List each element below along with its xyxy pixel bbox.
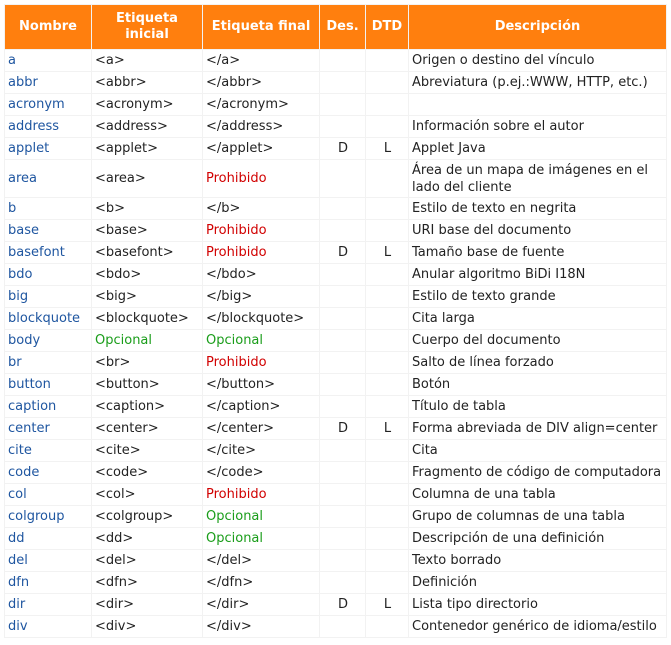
- dtd-cell: [366, 506, 408, 527]
- element-name-link[interactable]: body: [5, 330, 91, 351]
- element-name-link[interactable]: address: [5, 116, 91, 137]
- end-tag-cell: </div>: [203, 616, 319, 637]
- deprecated-cell: [320, 550, 365, 571]
- dtd-cell: [366, 440, 408, 461]
- dtd-cell: [366, 550, 408, 571]
- end-tag-cell: </caption>: [203, 396, 319, 417]
- start-tag-cell: <caption>: [92, 396, 202, 417]
- description-cell: Lista tipo directorio: [409, 594, 666, 615]
- start-tag-cell: <applet>: [92, 138, 202, 159]
- table-row: [5, 374, 666, 395]
- deprecated-cell: [320, 396, 365, 417]
- html-elements-table: [4, 4, 667, 638]
- table-header-row: [5, 5, 666, 49]
- element-name-link[interactable]: bdo: [5, 264, 91, 285]
- dtd-cell: L: [366, 418, 408, 439]
- description-cell: Descripción de una definición: [409, 528, 666, 549]
- start-tag-cell: <center>: [92, 418, 202, 439]
- dtd-cell: [366, 94, 408, 115]
- dtd-cell: [366, 462, 408, 483]
- deprecated-cell: [320, 462, 365, 483]
- element-name-link[interactable]: acronym: [5, 94, 91, 115]
- dtd-cell: [366, 50, 408, 71]
- end-tag-cell: </applet>: [203, 138, 319, 159]
- element-name-link[interactable]: dd: [5, 528, 91, 549]
- table-row: [5, 50, 666, 71]
- deprecated-cell: D: [320, 138, 365, 159]
- start-tag-cell: <b>: [92, 198, 202, 219]
- dtd-cell: [366, 198, 408, 219]
- element-name-link[interactable]: area: [5, 160, 91, 197]
- description-cell: Forma abreviada de DIV align=center: [409, 418, 666, 439]
- dtd-cell: L: [366, 242, 408, 263]
- description-cell: URI base del documento: [409, 220, 666, 241]
- description-cell: Contenedor genérico de idioma/estilo: [409, 616, 666, 637]
- element-name-link[interactable]: del: [5, 550, 91, 571]
- header-description: Descripción: [409, 5, 666, 49]
- element-name-link[interactable]: col: [5, 484, 91, 505]
- table-row: [5, 308, 666, 329]
- description-cell: Cita: [409, 440, 666, 461]
- description-cell: [409, 94, 666, 115]
- table-row: [5, 550, 666, 571]
- table-row: [5, 286, 666, 307]
- description-cell: Anular algoritmo BiDi I18N: [409, 264, 666, 285]
- end-tag-cell: </cite>: [203, 440, 319, 461]
- start-tag-cell: <basefont>: [92, 242, 202, 263]
- element-name-link[interactable]: a: [5, 50, 91, 71]
- table-row: [5, 198, 666, 219]
- end-tag-cell: </code>: [203, 462, 319, 483]
- table-row: [5, 484, 666, 505]
- element-name-link[interactable]: abbr: [5, 72, 91, 93]
- start-tag-cell: <abbr>: [92, 72, 202, 93]
- start-tag-cell: <big>: [92, 286, 202, 307]
- dtd-cell: L: [366, 594, 408, 615]
- table-row: [5, 138, 666, 159]
- header-name: Nombre: [5, 5, 91, 49]
- table-body: [5, 50, 666, 637]
- start-tag-cell: <div>: [92, 616, 202, 637]
- deprecated-cell: [320, 286, 365, 307]
- start-tag-cell: <col>: [92, 484, 202, 505]
- element-name-link[interactable]: cite: [5, 440, 91, 461]
- start-tag-cell: <base>: [92, 220, 202, 241]
- table-row: [5, 160, 666, 197]
- deprecated-cell: [320, 330, 365, 351]
- deprecated-cell: [320, 506, 365, 527]
- table-row: [5, 352, 666, 373]
- dtd-cell: [366, 308, 408, 329]
- end-tag-cell: Opcional: [203, 506, 319, 527]
- description-cell: Estilo de texto en negrita: [409, 198, 666, 219]
- table-row: [5, 594, 666, 615]
- deprecated-cell: [320, 528, 365, 549]
- description-cell: Fragmento de código de computadora: [409, 462, 666, 483]
- table-row: [5, 330, 666, 351]
- deprecated-cell: D: [320, 418, 365, 439]
- description-cell: Información sobre el autor: [409, 116, 666, 137]
- element-name-link[interactable]: caption: [5, 396, 91, 417]
- element-name-link[interactable]: base: [5, 220, 91, 241]
- end-tag-cell: </address>: [203, 116, 319, 137]
- dtd-cell: [366, 330, 408, 351]
- start-tag-cell: Opcional: [92, 330, 202, 351]
- start-tag-cell: <button>: [92, 374, 202, 395]
- end-tag-cell: </dir>: [203, 594, 319, 615]
- element-name-link[interactable]: big: [5, 286, 91, 307]
- deprecated-cell: [320, 116, 365, 137]
- table-row: [5, 94, 666, 115]
- start-tag-cell: <bdo>: [92, 264, 202, 285]
- header-dtd: DTD: [366, 5, 408, 49]
- description-cell: Definición: [409, 572, 666, 593]
- header-start-tag: Etiqueta inicial: [92, 5, 202, 49]
- element-name-link[interactable]: blockquote: [5, 308, 91, 329]
- description-cell: Abreviatura (p.ej.:WWW, HTTP, etc.): [409, 72, 666, 93]
- description-cell: Botón: [409, 374, 666, 395]
- end-tag-cell: </acronym>: [203, 94, 319, 115]
- dtd-cell: [366, 352, 408, 373]
- table-row: [5, 440, 666, 461]
- start-tag-cell: <acronym>: [92, 94, 202, 115]
- element-name-link[interactable]: div: [5, 616, 91, 637]
- dtd-cell: L: [366, 138, 408, 159]
- description-cell: Estilo de texto grande: [409, 286, 666, 307]
- table-row: [5, 462, 666, 483]
- deprecated-cell: [320, 440, 365, 461]
- table-row: [5, 242, 666, 263]
- end-tag-cell: Prohibido: [203, 220, 319, 241]
- element-name-link[interactable]: dfn: [5, 572, 91, 593]
- element-name-link[interactable]: basefont: [5, 242, 91, 263]
- element-name-link[interactable]: br: [5, 352, 91, 373]
- start-tag-cell: <cite>: [92, 440, 202, 461]
- table-row: [5, 116, 666, 137]
- end-tag-cell: Opcional: [203, 528, 319, 549]
- start-tag-cell: <address>: [92, 116, 202, 137]
- end-tag-cell: </blockquote>: [203, 308, 319, 329]
- deprecated-cell: [320, 94, 365, 115]
- description-cell: Cita larga: [409, 308, 666, 329]
- table-row: [5, 506, 666, 527]
- header-end-tag: Etiqueta final: [203, 5, 319, 49]
- element-name-link[interactable]: colgroup: [5, 506, 91, 527]
- end-tag-cell: </button>: [203, 374, 319, 395]
- dtd-cell: [366, 160, 408, 197]
- description-cell: Título de tabla: [409, 396, 666, 417]
- deprecated-cell: [320, 72, 365, 93]
- deprecated-cell: [320, 50, 365, 71]
- element-name-link[interactable]: b: [5, 198, 91, 219]
- table-row: [5, 396, 666, 417]
- description-cell: Columna de una tabla: [409, 484, 666, 505]
- description-cell: Salto de línea forzado: [409, 352, 666, 373]
- end-tag-cell: </dfn>: [203, 572, 319, 593]
- description-cell: Tamaño base de fuente: [409, 242, 666, 263]
- end-tag-cell: </big>: [203, 286, 319, 307]
- deprecated-cell: [320, 308, 365, 329]
- deprecated-cell: [320, 484, 365, 505]
- description-cell: Grupo de columnas de una tabla: [409, 506, 666, 527]
- dtd-cell: [366, 572, 408, 593]
- deprecated-cell: [320, 572, 365, 593]
- end-tag-cell: Prohibido: [203, 242, 319, 263]
- end-tag-cell: Prohibido: [203, 352, 319, 373]
- deprecated-cell: [320, 198, 365, 219]
- table-row: [5, 264, 666, 285]
- start-tag-cell: <area>: [92, 160, 202, 197]
- deprecated-cell: D: [320, 242, 365, 263]
- deprecated-cell: [320, 352, 365, 373]
- element-name-link[interactable]: center: [5, 418, 91, 439]
- description-cell: Texto borrado: [409, 550, 666, 571]
- start-tag-cell: <blockquote>: [92, 308, 202, 329]
- table-row: [5, 418, 666, 439]
- end-tag-cell: Opcional: [203, 330, 319, 351]
- dtd-cell: [366, 286, 408, 307]
- table-row: [5, 72, 666, 93]
- dtd-cell: [366, 616, 408, 637]
- table-row: [5, 528, 666, 549]
- description-cell: Origen o destino del vínculo: [409, 50, 666, 71]
- end-tag-cell: </a>: [203, 50, 319, 71]
- element-name-link[interactable]: button: [5, 374, 91, 395]
- deprecated-cell: [320, 616, 365, 637]
- element-name-link[interactable]: applet: [5, 138, 91, 159]
- end-tag-cell: </b>: [203, 198, 319, 219]
- description-cell: Applet Java: [409, 138, 666, 159]
- deprecated-cell: [320, 220, 365, 241]
- end-tag-cell: </del>: [203, 550, 319, 571]
- dtd-cell: [366, 116, 408, 137]
- deprecated-cell: [320, 374, 365, 395]
- start-tag-cell: <dir>: [92, 594, 202, 615]
- deprecated-cell: [320, 264, 365, 285]
- element-name-link[interactable]: dir: [5, 594, 91, 615]
- start-tag-cell: <colgroup>: [92, 506, 202, 527]
- dtd-cell: [366, 484, 408, 505]
- end-tag-cell: Prohibido: [203, 160, 319, 197]
- dtd-cell: [366, 72, 408, 93]
- header-deprecated: Des.: [320, 5, 365, 49]
- start-tag-cell: <dd>: [92, 528, 202, 549]
- start-tag-cell: <dfn>: [92, 572, 202, 593]
- dtd-cell: [366, 220, 408, 241]
- end-tag-cell: </center>: [203, 418, 319, 439]
- end-tag-cell: </bdo>: [203, 264, 319, 285]
- start-tag-cell: <code>: [92, 462, 202, 483]
- deprecated-cell: [320, 160, 365, 197]
- dtd-cell: [366, 264, 408, 285]
- table-row: [5, 616, 666, 637]
- dtd-cell: [366, 528, 408, 549]
- start-tag-cell: <del>: [92, 550, 202, 571]
- dtd-cell: [366, 374, 408, 395]
- element-name-link[interactable]: code: [5, 462, 91, 483]
- table-row: [5, 220, 666, 241]
- description-cell: Cuerpo del documento: [409, 330, 666, 351]
- start-tag-cell: <a>: [92, 50, 202, 71]
- table-row: [5, 572, 666, 593]
- end-tag-cell: </abbr>: [203, 72, 319, 93]
- deprecated-cell: D: [320, 594, 365, 615]
- dtd-cell: [366, 396, 408, 417]
- end-tag-cell: Prohibido: [203, 484, 319, 505]
- description-cell: Área de un mapa de imágenes en el lado del cliente: [409, 160, 666, 197]
- start-tag-cell: <br>: [92, 352, 202, 373]
